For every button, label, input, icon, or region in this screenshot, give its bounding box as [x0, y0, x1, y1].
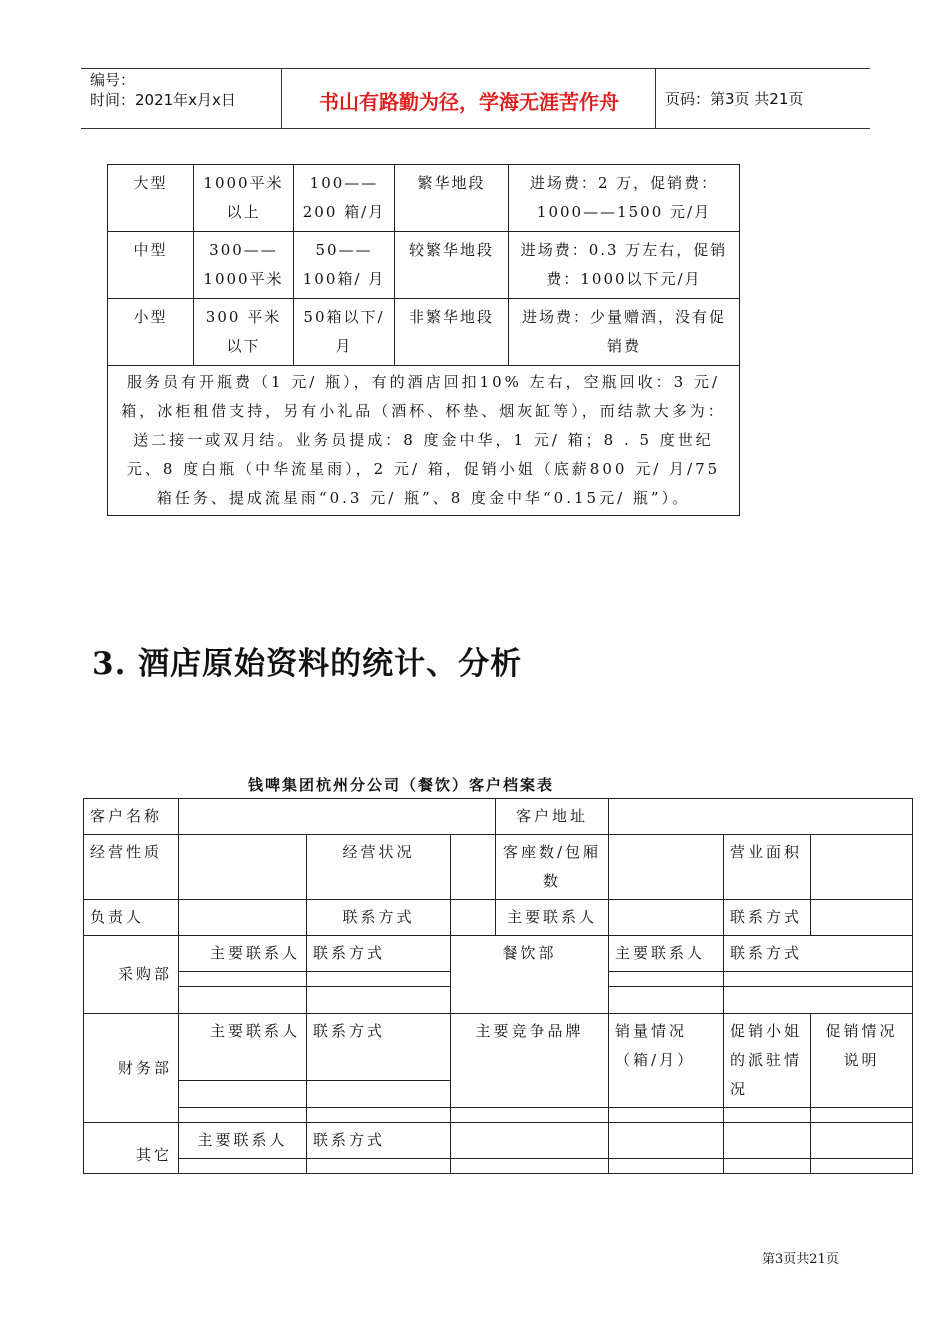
other-contact-label: 主要联系人	[179, 1123, 307, 1159]
footer-page-number: 第3页共21页	[762, 1252, 839, 1267]
business-area-label: 营业面积	[724, 835, 811, 900]
sales-volume-label: 销量情况（箱/月）	[609, 1014, 724, 1108]
table-row	[108, 165, 740, 232]
hotel-fees: 进场费：少量赠酒，没有促销费	[509, 299, 740, 366]
responsible-value	[179, 900, 307, 936]
table-row	[84, 1159, 913, 1174]
hotel-location: 繁华地段	[395, 165, 509, 232]
seats-rooms-label: 客座数/包厢数	[496, 835, 609, 900]
time-label: 时间：2021年x月x日	[90, 91, 236, 109]
table-row	[84, 900, 913, 936]
main-contact-value	[609, 900, 724, 936]
hotel-volume: 100——200 箱/月	[294, 165, 395, 232]
business-area-value	[811, 835, 913, 900]
table-row	[108, 366, 740, 516]
other-label: 其它	[84, 1123, 179, 1174]
code-label: 编号：	[90, 71, 136, 89]
catering-method-label: 联系方式	[724, 936, 913, 972]
finance-dept-label: 财务部	[84, 1014, 179, 1123]
hotel-area: 300 平米以下	[194, 299, 294, 366]
other-method-label: 联系方式	[307, 1123, 451, 1159]
promo-notes-label: 促销情况说明	[811, 1014, 913, 1108]
header-divider	[655, 69, 656, 128]
table-row	[84, 1014, 913, 1081]
hotel-location: 非繁华地段	[395, 299, 509, 366]
section-heading: 3. 酒店原始资料的统计、分析	[92, 646, 523, 682]
business-status-value	[451, 835, 496, 900]
header-motto: 书山有路勤为径，学海无涯苦作舟	[319, 90, 619, 114]
catering-dept-label: 餐饮部	[451, 936, 609, 1014]
hotel-volume: 50——100箱/ 月	[294, 232, 395, 299]
main-contact-label: 主要联系人	[496, 900, 609, 936]
business-status-label: 经营状况	[307, 835, 451, 900]
table-row	[108, 299, 740, 366]
table-row	[108, 232, 740, 299]
customer-address-value	[609, 799, 913, 835]
table-row	[84, 936, 913, 972]
contact-method-label-2: 联系方式	[724, 900, 811, 936]
hotel-type: 大型	[108, 165, 194, 232]
hotel-fees: 进场费：0.3 万左右，促销费：1000以下元/月	[509, 232, 740, 299]
header-top-rule	[81, 68, 870, 69]
hotel-area: 300——1000平米	[194, 232, 294, 299]
customer-name-value	[179, 799, 496, 835]
hotel-type: 小型	[108, 299, 194, 366]
customer-address-label: 客户地址	[496, 799, 609, 835]
table-row	[84, 835, 913, 900]
purchasing-contact-label: 主要联系人	[179, 936, 307, 972]
catering-contact-label: 主要联系人	[609, 936, 724, 972]
contact-method-value	[451, 900, 496, 936]
purchasing-method-label: 联系方式	[307, 936, 451, 972]
hotel-volume: 50箱以下/ 月	[294, 299, 395, 366]
hotel-type: 中型	[108, 232, 194, 299]
responsible-label: 负责人	[84, 900, 179, 936]
hotel-note: 服务员有开瓶费（1 元/ 瓶），有的酒店回扣10% 左右，空瓶回收：3 元/ 箱，冰柜租借支持，另有小礼品（酒杯、杯垫、烟灰缸等），而结款大多为：送二接一或双月结。业务员提成：8 度金中华，1 元/ 箱；8 . 5 度世纪元、8 度白瓶（中华流星雨），2 元/ 箱，促销小姐（底薪800 元/ 月/75 箱任务、提成流星雨“0.3 元/ 瓶”、8 度金中华“0.15元/ 瓶”）。	[108, 366, 740, 516]
header-divider	[281, 69, 282, 128]
business-nature-label: 经营性质	[84, 835, 179, 900]
finance-method-label: 联系方式	[307, 1014, 451, 1081]
header-bottom-rule	[81, 128, 870, 129]
table-row	[84, 1123, 913, 1159]
hotel-fees: 进场费：2 万，促销费：1000——1500 元/月	[509, 165, 740, 232]
hotel-location: 较繁华地段	[395, 232, 509, 299]
finance-contact-label: 主要联系人	[179, 1014, 307, 1081]
hotel-type-table	[107, 164, 740, 516]
seats-rooms-value	[609, 835, 724, 900]
header-meta	[90, 70, 236, 110]
contact-method-label: 联系方式	[307, 900, 451, 936]
table-row	[84, 799, 913, 835]
business-nature-value	[179, 835, 307, 900]
customer-name-label: 客户名称	[84, 799, 179, 835]
competing-brands-label: 主要竞争品牌	[451, 1014, 609, 1108]
customer-table-title: 钱啤集团杭州分公司（餐饮）客户档案表	[248, 776, 555, 794]
customer-file-table	[83, 798, 913, 1174]
promo-staff-label: 促销小姐的派驻情况	[724, 1014, 811, 1108]
purchasing-dept-label: 采购部	[84, 936, 179, 1014]
hotel-area: 1000平米以上	[194, 165, 294, 232]
contact-method-value-2	[811, 900, 913, 936]
table-row	[84, 1108, 913, 1123]
header-page-number: 页码：第3页 共21页	[665, 90, 804, 108]
